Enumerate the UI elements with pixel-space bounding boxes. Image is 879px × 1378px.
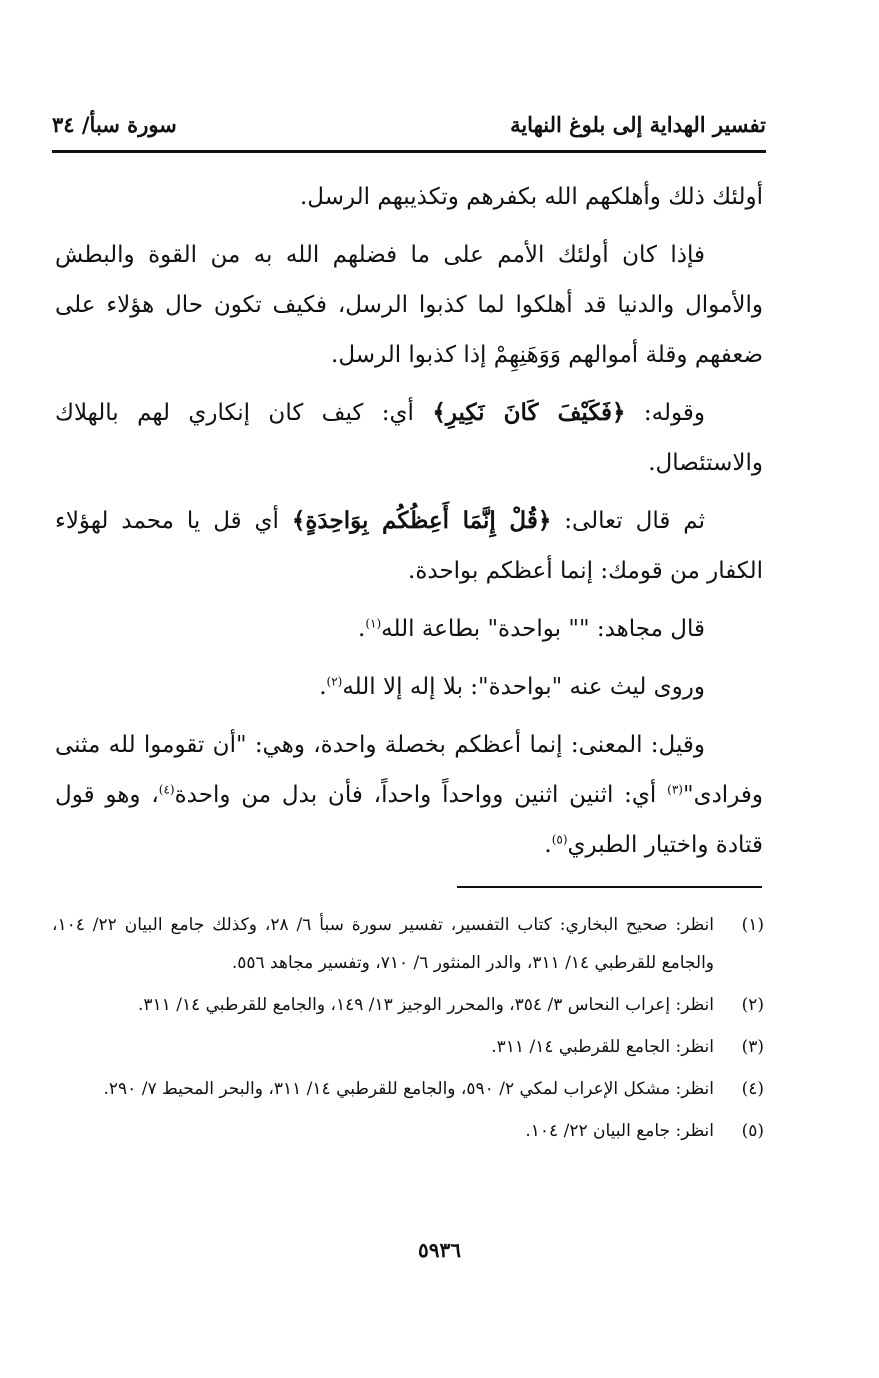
running-header: [52, 112, 766, 146]
footnote-5: [52, 1112, 764, 1150]
surah-reference: سورة سبأ/ ٣٤: [52, 112, 177, 137]
main-text: [55, 172, 763, 878]
paragraph-7-end: .: [544, 832, 552, 858]
paragraph-2: فإذا كان أولئك الأمم على ما فضلهم الله به من القوة والبطش والأموال والدنيا قد أهلكوا لما كذبوا الرسل، فكيف تكون حال هؤلاء على ضعفهم وقلة أموالهم وَوَهَنِهِمْ إذا كذبوا الرسل.: [55, 242, 763, 368]
footnote-marker: (٥): [551, 832, 568, 847]
paragraph-7: [55, 720, 763, 870]
paragraph-3-suffix: أي: كيف كان إنكاري لهم بالهلاك والاستئصال.: [55, 400, 763, 476]
footnote-number: (٤): [741, 1079, 764, 1099]
paragraph-4: [55, 496, 763, 596]
quran-verse: ﴿قُلْ إِنَّمَا أَعِظُكُم بِوَاحِدَةٍ﴾: [291, 507, 552, 534]
footnote-3: [52, 1028, 764, 1066]
paragraph-6: [55, 662, 763, 712]
paragraph-3: [55, 388, 763, 488]
footnote-marker: (٤): [158, 782, 175, 797]
footnote-2: [52, 986, 764, 1024]
footnote-4: [52, 1070, 764, 1108]
page-number: ٥٩٣٦: [418, 1238, 461, 1262]
footnote-marker: (٢): [326, 674, 343, 689]
header-divider: [52, 150, 766, 153]
footnote-marker: (١): [365, 616, 382, 631]
paragraph-4-suffix: أي قل يا محمد لهؤلاء الكفار من قومك: إنما أعظكم بواحدة.: [55, 508, 763, 584]
footnote-1: [52, 906, 764, 982]
footnote-number: (٥): [741, 1121, 764, 1141]
paragraph-7-part-c: ، وهو قول قتادة واختيار الطبري: [55, 782, 763, 858]
book-title: تفسير الهداية إلى بلوغ النهاية: [510, 112, 766, 137]
paragraph-5-text: قال مجاهد: "" بواحدة" بطاعة الله: [381, 616, 705, 642]
paragraph-7-part-b: أي: اثنين اثنين وواحداً واحداً، فأن بدل من واحدة: [174, 782, 668, 808]
paragraph-4-prefix: ثم قال تعالى:: [551, 508, 705, 534]
footnote-number: (١): [741, 915, 764, 935]
footnotes: [52, 906, 764, 1154]
paragraph-1: أولئك ذلك وأهلكهم الله بكفرهم وتكذيبهم الرسل.: [299, 184, 763, 210]
footnote-number: (٢): [741, 995, 764, 1015]
quran-verse: ﴿فَكَيْفَ كَانَ نَكِيرِ﴾: [432, 399, 626, 426]
paragraph-7-part-a: وقيل: المعنى: إنما أعظكم بخصلة واحدة، وهي: "أن تقوموا لله مثنى وفرادى": [55, 732, 763, 808]
footnote-marker: (٣): [667, 782, 683, 797]
footnote-number: (٣): [741, 1037, 764, 1057]
footnote-text: انظر: مشكل الإعراب لمكي ٢/ ٥٩٠، والجامع للقرطبي ١٤/ ٣١١، والبحر المحيط ٧/ ٢٩٠.: [103, 1079, 714, 1099]
paragraph-5-end: .: [358, 616, 366, 642]
footnote-text: انظر: الجامع للقرطبي ١٤/ ٣١١.: [491, 1037, 714, 1057]
paragraph-6-end: .: [319, 674, 327, 700]
footnote-text: انظر: إعراب النحاس ٣/ ٣٥٤، والمحرر الوجيز ١٣/ ١٤٩، والجامع للقرطبي ١٤/ ٣١١.: [138, 995, 714, 1015]
paragraph-6-text: وروى ليث عنه "بواحدة": بلا إله إلا الله: [342, 674, 705, 700]
footnote-text: انظر: صحيح البخاري: كتاب التفسير، تفسير سورة سبأ ٦/ ٢٨، وكذلك جامع البيان ٢٢/ ١٠٤، والجامع للقرطبي ١٤/ ٣١١، والدر المنثور ٦/ ٧١٠، وتفسير مجاهد ٥٥٦.: [52, 915, 714, 973]
paragraph-3-prefix: وقوله:: [625, 400, 706, 426]
footnote-text: انظر: جامع البيان ٢٢/ ١٠٤.: [525, 1121, 714, 1141]
paragraph-5: [55, 604, 763, 654]
footnote-divider: [457, 886, 762, 888]
